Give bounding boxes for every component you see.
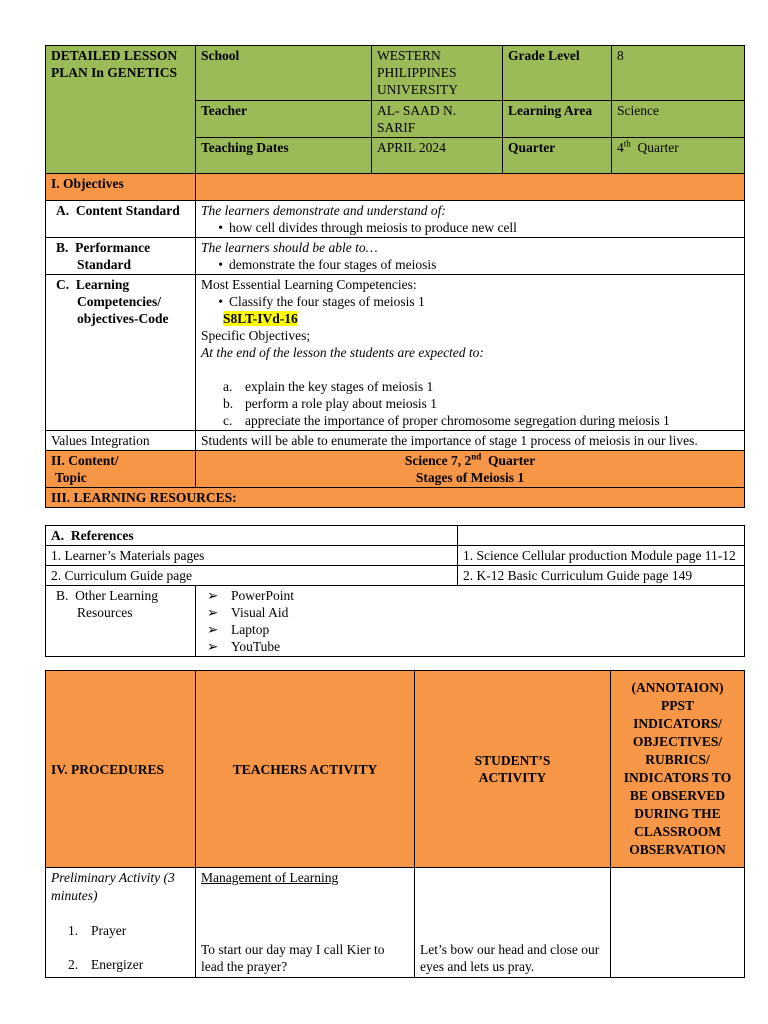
other-resources-list	[196, 586, 745, 657]
resource-item: ➢ Visual Aid	[207, 605, 289, 620]
content-standard-intro: The learners demonstrate and understand of:	[201, 203, 446, 218]
melc-code: S8LT-IVd-16	[223, 311, 298, 326]
other-resources-label: B. Other Learning Resources	[46, 586, 196, 657]
dates-value: APRIL 2024	[372, 138, 503, 174]
specific-objectives-heading: Specific Objectives;	[201, 328, 311, 343]
quarter-label: Quarter	[503, 138, 612, 174]
resources-heading: III. LEARNING RESOURCES:	[46, 488, 745, 508]
specific-item: c. appreciate the importance of proper chromosome segregation during meiosis 1	[223, 413, 670, 428]
preliminary-label: Preliminary Activity (3 minutes)	[51, 870, 175, 903]
resource-item: ➢ PowerPoint	[207, 588, 295, 603]
resource-item: ➢ YouTube	[207, 639, 281, 654]
lesson-plan-title: DETAILED LESSON PLAN In GENETICS	[46, 46, 196, 174]
quarter-num: 4	[617, 140, 624, 155]
step-item: 2. Energizer	[68, 957, 144, 972]
header-table	[45, 45, 745, 174]
performance-standard-cell	[196, 238, 745, 275]
content-standard-label: A. Content Standard	[46, 201, 196, 238]
cg-value: 2. K-12 Basic Curriculum Guide page 149	[458, 566, 745, 586]
cg-label: 2. Curriculum Guide page	[46, 566, 458, 586]
annotation-heading: (ANNOTAION) PPST INDICATORS/ OBJECTIVES/ RUBRICS/ INDICATORS TO BE OBSERVED DURING THE CLASSROOM OBSERVATION	[611, 671, 745, 868]
objectives-heading: I. Objectives	[46, 174, 196, 201]
teacher-value: AL- SAAD N. SARIF	[372, 101, 503, 138]
quarter-value	[612, 138, 745, 174]
student-prayer-line: Let’s bow our head and close our eyes and lets us pray.	[420, 942, 600, 974]
specific-item: b. perform a role play about meiosis 1	[223, 396, 437, 411]
dates-label: Teaching Dates	[196, 138, 372, 174]
preliminary-cell	[46, 868, 196, 978]
teacher-activity-cell	[196, 868, 415, 978]
melc-bullet: • Classify the four stages of meiosis 1	[218, 294, 425, 309]
student-activity-cell	[415, 868, 611, 978]
content-topic-value	[196, 451, 745, 488]
grade-label: Grade Level	[503, 46, 612, 101]
lm-value: 1. Science Cellular production Module page 11-12	[458, 546, 745, 566]
melc-intro: Most Essential Learning Competencies:	[201, 277, 417, 292]
teacher-label: Teacher	[196, 101, 372, 138]
lm-label: 1. Learner’s Materials pages	[46, 546, 458, 566]
management-heading: Management of Learning	[201, 870, 339, 885]
area-value: Science	[612, 101, 745, 138]
resources-table	[45, 525, 745, 657]
performance-standard-label: B. Performance Standard	[46, 238, 196, 275]
step-item: 1. Prayer	[68, 923, 127, 938]
students-activity-heading: STUDENT’S ACTIVITY	[415, 671, 611, 868]
competencies-cell	[196, 275, 745, 431]
procedures-heading: IV. PROCEDURES	[46, 671, 196, 868]
topic-title: Stages of Meiosis 1	[415, 470, 525, 485]
grade-value: 8	[612, 46, 745, 101]
content-standard-bullet: • how cell divides through meiosis to produce new cell	[218, 220, 517, 235]
competencies-label: C. Learning Competencies/ objectives-Code	[46, 275, 196, 431]
quarter-word: Quarter	[637, 140, 679, 155]
values-integration-text: Students will be able to enumerate the importance of stage 1 process of meiosis in our lives.	[196, 431, 745, 451]
teachers-activity-heading: TEACHERS ACTIVITY	[196, 671, 415, 868]
teacher-prayer-line: To start our day may I call Kier to lead the prayer?	[201, 942, 385, 974]
area-label: Learning Area	[503, 101, 612, 138]
annotation-cell	[611, 868, 745, 978]
performance-standard-intro: The learners should be able to…	[201, 240, 378, 255]
references-label: A. References	[46, 526, 458, 546]
content-topic-label: II. Content/ Topic	[46, 451, 196, 488]
lesson-table	[45, 173, 745, 508]
school-value: WESTERN PHILIPPINES UNIVERSITY	[372, 46, 503, 101]
performance-standard-bullet: • demonstrate the four stages of meiosis	[218, 257, 437, 272]
school-label: School	[196, 46, 372, 101]
resource-item: ➢ Laptop	[207, 622, 270, 637]
specific-objectives-intro: At the end of the lesson the students are expected to:	[201, 345, 484, 360]
specific-item: a. explain the key stages of meiosis 1	[223, 379, 434, 394]
procedures-table	[45, 670, 745, 978]
topic-subject: Science 7, 2nd Quarter	[404, 451, 536, 468]
content-standard-cell	[196, 201, 745, 238]
objectives-heading-fill	[196, 174, 745, 201]
references-fill	[458, 526, 745, 546]
values-integration-label: Values Integration	[46, 431, 196, 451]
quarter-sup: th	[623, 138, 631, 149]
